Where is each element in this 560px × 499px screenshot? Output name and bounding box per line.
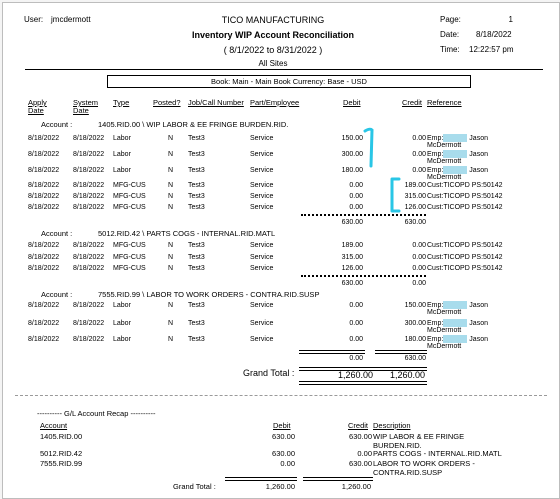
system-date: 8/18/2022 <box>73 254 105 261</box>
job-call: Test3 <box>188 336 205 343</box>
recap-credit: 0.00 <box>357 449 372 458</box>
part-employee: Service <box>250 254 274 261</box>
apply-date: 8/18/2022 <box>28 320 60 327</box>
bracket-marker-icon <box>387 175 403 215</box>
col-part-employee: Part/Employee <box>250 98 300 107</box>
header-rule <box>25 69 543 70</box>
credit: 300.00 <box>404 320 426 327</box>
job-call: Test3 <box>188 242 205 249</box>
job-call: Test3 <box>188 182 205 189</box>
recap-description: LABOR TO WORK ORDERS - CONTRA.RID.SUSP <box>373 459 475 477</box>
account-name: 7555.RID.99 \ LABOR TO WORK ORDERS - CONTRA.RID.SUSP <box>98 290 320 299</box>
apply-date: 8/18/2022 <box>28 336 60 343</box>
time-label: Time: <box>440 45 460 54</box>
recap-account: 1405.RID.00 <box>40 432 83 441</box>
system-date: 8/18/2022 <box>73 265 105 272</box>
recap-grand-debit: 1,260.00 <box>265 482 295 491</box>
account-label: Account : <box>41 120 73 129</box>
col-system-date: System Date <box>73 98 99 115</box>
recap-col-description: Description <box>373 421 411 430</box>
type: MFG-CUS <box>113 254 146 261</box>
apply-date: 8/18/2022 <box>28 204 60 211</box>
apply-date: 8/18/2022 <box>28 135 60 142</box>
type: MFG-CUS <box>113 182 146 189</box>
type: Labor <box>113 302 131 309</box>
recap-credit: 630.00 <box>349 459 372 468</box>
col-posted: Posted? <box>153 98 181 107</box>
recap-total-rule-debit <box>225 477 297 481</box>
credit: 150.00 <box>404 302 426 309</box>
table-row <box>3 319 559 334</box>
posted: N <box>168 254 174 261</box>
part-employee: Service <box>250 320 274 327</box>
reference: Emp: Jason <box>427 135 488 142</box>
subtotal-rule <box>301 275 426 277</box>
recap-title: ---------- G/L Account Recap ---------- <box>37 409 156 418</box>
apply-date: 8/18/2022 <box>28 151 60 158</box>
reference: Emp: Jason <box>427 167 488 174</box>
grand-total-rule-credit <box>361 367 427 371</box>
debit: 0.00 <box>349 204 363 211</box>
credit: 0.00 <box>412 242 426 249</box>
credit: 126.00 <box>404 204 426 211</box>
table-row <box>3 253 559 263</box>
system-date: 8/18/2022 <box>73 182 105 189</box>
table-row <box>3 241 559 251</box>
reference: Cust:TICOPD PS:50142 <box>427 242 503 249</box>
recap-description: WIP LABOR & EE FRINGE BURDEN.RID. <box>373 432 465 450</box>
system-date: 8/18/2022 <box>73 204 105 211</box>
total-debit: 630.00 <box>341 280 363 287</box>
part-employee: Service <box>250 204 274 211</box>
part-employee: Service <box>250 182 274 189</box>
col-job-call: Job/Call Number <box>188 98 244 107</box>
reference: Cust:TICOPD PS:50142 <box>427 254 503 261</box>
job-call: Test3 <box>188 151 205 158</box>
system-date: 8/18/2022 <box>73 320 105 327</box>
reference-cont: McDermott <box>427 158 462 165</box>
apply-date: 8/18/2022 <box>28 167 60 174</box>
col-reference: Reference <box>427 98 462 107</box>
grand-total-label: Grand Total : <box>243 368 295 378</box>
credit: 0.00 <box>412 265 426 272</box>
debit: 300.00 <box>341 151 363 158</box>
part-employee: Service <box>250 167 274 174</box>
sites-label: All Sites <box>258 59 288 68</box>
posted: N <box>168 193 174 200</box>
account-name: 1405.RID.00 \ WIP LABOR & EE FRINGE BURDEN.RID. <box>98 120 289 129</box>
debit: 150.00 <box>341 135 363 142</box>
debit: 126.00 <box>341 265 363 272</box>
posted: N <box>168 135 174 142</box>
type: Labor <box>113 167 131 174</box>
posted: N <box>168 336 174 343</box>
posted: N <box>168 242 174 249</box>
system-date: 8/18/2022 <box>73 167 105 174</box>
recap-grand-label: Grand Total : <box>173 482 216 491</box>
bracket-marker-icon <box>359 125 381 171</box>
debit: 0.00 <box>349 320 363 327</box>
part-employee: Service <box>250 265 274 272</box>
credit: 0.00 <box>412 254 426 261</box>
credit: 180.00 <box>404 336 426 343</box>
recap-total-rule-credit <box>303 477 373 481</box>
part-employee: Service <box>250 135 274 142</box>
type: MFG-CUS <box>113 265 146 272</box>
grand-total-underline-credit <box>361 381 427 385</box>
apply-date: 8/18/2022 <box>28 254 60 261</box>
recap-debit: 630.00 <box>272 449 295 458</box>
reference-cont: McDermott <box>427 309 462 316</box>
table-row <box>3 192 559 202</box>
posted: N <box>168 151 174 158</box>
apply-date: 8/18/2022 <box>28 193 60 200</box>
table-row <box>3 335 559 350</box>
type: MFG-CUS <box>113 242 146 249</box>
date-label: Date: <box>440 30 460 39</box>
col-debit: Debit <box>343 98 361 107</box>
job-call: Test3 <box>188 320 205 327</box>
debit: 0.00 <box>349 336 363 343</box>
reference: Cust:TICOPD PS:50142 <box>427 182 503 189</box>
job-call: Test3 <box>188 302 205 309</box>
type: Labor <box>113 151 131 158</box>
total-debit: 0.00 <box>349 355 363 362</box>
debit: 180.00 <box>341 167 363 174</box>
apply-date: 8/18/2022 <box>28 242 60 249</box>
debit: 0.00 <box>349 193 363 200</box>
posted: N <box>168 302 174 309</box>
credit: 189.00 <box>404 182 426 189</box>
account-total-row <box>3 279 559 289</box>
user-value: jmcdermott <box>51 15 91 24</box>
reference-cont: McDermott <box>427 174 462 181</box>
system-date: 8/18/2022 <box>73 242 105 249</box>
report-title: Inventory WIP Account Reconciliation <box>191 30 355 40</box>
reference-cont: McDermott <box>427 343 462 350</box>
posted: N <box>168 182 174 189</box>
system-date: 8/18/2022 <box>73 135 105 142</box>
system-date: 8/18/2022 <box>73 151 105 158</box>
report-page <box>2 2 560 499</box>
system-date: 8/18/2022 <box>73 302 105 309</box>
grand-total-credit: 1,260.00 <box>389 370 425 380</box>
total-credit: 0.00 <box>412 280 426 287</box>
credit: 0.00 <box>412 151 426 158</box>
job-call: Test3 <box>188 204 205 211</box>
apply-date: 8/18/2022 <box>28 265 60 272</box>
posted: N <box>168 265 174 272</box>
reference: Emp: Jason <box>427 320 488 327</box>
reference: Cust:TICOPD PS:50142 <box>427 204 503 211</box>
col-credit: Credit <box>402 98 423 107</box>
account-total-row <box>3 218 559 228</box>
job-call: Test3 <box>188 265 205 272</box>
credit: 0.00 <box>412 135 426 142</box>
report-period: ( 8/1/2022 to 8/31/2022 ) <box>223 45 323 55</box>
recap-account: 5012.RID.42 <box>40 449 83 458</box>
date-value: 8/18/2022 <box>476 30 512 39</box>
account-total-row <box>3 354 559 364</box>
reference: Emp: Jason <box>427 336 488 343</box>
reference: Cust:TICOPD PS:50142 <box>427 265 503 272</box>
credit: 0.00 <box>412 167 426 174</box>
posted: N <box>168 320 174 327</box>
account-label: Account : <box>41 290 73 299</box>
account-label: Account : <box>41 229 73 238</box>
apply-date: 8/18/2022 <box>28 182 60 189</box>
part-employee: Service <box>250 151 274 158</box>
subtotal-rule <box>301 214 426 216</box>
recap-grand-credit: 1,260.00 <box>341 482 371 491</box>
type: MFG-CUS <box>113 204 146 211</box>
table-row <box>3 134 559 149</box>
col-type: Type <box>113 98 130 107</box>
type: MFG-CUS <box>113 193 146 200</box>
book-currency-box: Book: Main - Main Book Currency: Base - USD <box>107 75 471 88</box>
time-value: 12:22:57 pm <box>469 45 514 54</box>
reference: Cust:TICOPD PS:50142 <box>427 193 503 200</box>
type: Labor <box>113 320 131 327</box>
table-row <box>3 301 559 316</box>
page-label: Page: <box>440 15 461 24</box>
recap-description: PARTS COGS - INTERNAL.RID.MATL <box>373 449 502 458</box>
credit: 315.00 <box>404 193 426 200</box>
account-name: 5012.RID.42 \ PARTS COGS - INTERNAL.RID.MATL <box>98 229 276 238</box>
reference-cont: McDermott <box>427 327 462 334</box>
reference: Emp: Jason <box>427 302 488 309</box>
user-label: User: <box>24 15 44 24</box>
system-date: 8/18/2022 <box>73 193 105 200</box>
type: Labor <box>113 135 131 142</box>
company-name: TICO MANUFACTURING <box>221 15 325 25</box>
recap-debit: 0.00 <box>280 459 295 468</box>
total-debit: 630.00 <box>341 219 363 226</box>
posted: N <box>168 167 174 174</box>
apply-date: 8/18/2022 <box>28 302 60 309</box>
type: Labor <box>113 336 131 343</box>
recap-debit: 630.00 <box>272 432 295 441</box>
debit: 0.00 <box>349 302 363 309</box>
reference-cont: McDermott <box>427 142 462 149</box>
system-date: 8/18/2022 <box>73 336 105 343</box>
part-employee: Service <box>250 193 274 200</box>
posted: N <box>168 204 174 211</box>
page-number: 1 <box>508 15 513 24</box>
job-call: Test3 <box>188 167 205 174</box>
total-credit: 630.00 <box>404 219 426 226</box>
grand-total-debit: 1,260.00 <box>337 370 373 380</box>
total-credit: 630.00 <box>404 355 426 362</box>
section-separator <box>15 395 547 396</box>
table-row <box>3 150 559 165</box>
recap-credit: 630.00 <box>349 432 372 441</box>
table-row <box>3 166 559 181</box>
job-call: Test3 <box>188 193 205 200</box>
recap-col-debit: Debit <box>273 421 291 430</box>
debit: 189.00 <box>341 242 363 249</box>
job-call: Test3 <box>188 254 205 261</box>
reference: Emp: Jason <box>427 151 488 158</box>
col-apply-date: Apply Date <box>28 98 47 115</box>
debit: 315.00 <box>341 254 363 261</box>
debit: 0.00 <box>349 182 363 189</box>
table-row <box>3 203 559 213</box>
part-employee: Service <box>250 302 274 309</box>
table-row <box>3 264 559 274</box>
part-employee: Service <box>250 336 274 343</box>
part-employee: Service <box>250 242 274 249</box>
recap-col-account: Account <box>40 421 68 430</box>
table-row <box>3 181 559 191</box>
recap-account: 7555.RID.99 <box>40 459 83 468</box>
recap-col-credit: Credit <box>348 421 369 430</box>
job-call: Test3 <box>188 135 205 142</box>
